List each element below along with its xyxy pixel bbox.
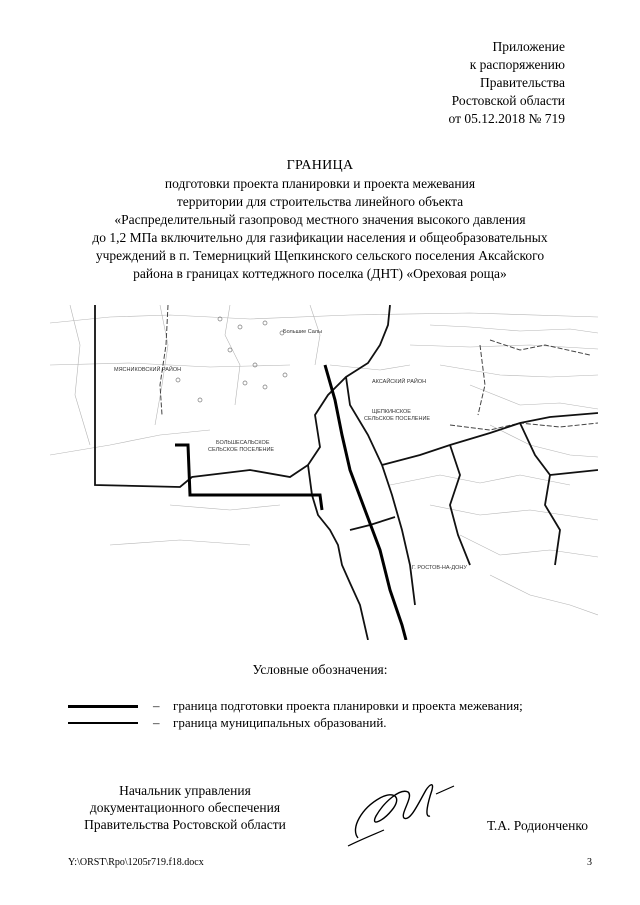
municipal-boundary-lines xyxy=(95,305,598,640)
signatory-position xyxy=(60,782,310,833)
position-line: Начальник управления xyxy=(119,783,251,798)
page-number: 3 xyxy=(587,857,592,868)
legend-text: граница муниципальных образований. xyxy=(173,715,387,730)
legend-item-project-boundary xyxy=(68,698,608,714)
appendix-line: Приложение xyxy=(492,39,565,54)
boundary-map xyxy=(50,305,598,640)
map-label-rostov: Г. РОСТОВ-НА-ДОНУ xyxy=(412,565,467,571)
title-line: территории для строительства линейного объекта xyxy=(176,194,464,209)
title-heading: ГРАНИЦА xyxy=(286,158,354,173)
appendix-line: к распоряжению xyxy=(469,57,565,72)
appendix-line: Правительства xyxy=(480,75,565,90)
map-label-shchepkinskoe: ЩЕПКИНСКОЕ xyxy=(372,409,411,415)
map-label-myasnikovsky: МЯСНИКОВСКИЙ РАЙОН xyxy=(114,367,182,373)
signatory-name: Т.А. Родионченко xyxy=(487,818,588,833)
legend-title: Условные обозначения: xyxy=(252,662,388,677)
appendix-line: от 05.12.2018 № 719 xyxy=(448,111,565,126)
position-line: документационного обеспечения xyxy=(89,800,281,815)
handwritten-signature xyxy=(340,768,460,858)
title-line: «Распределительный газопровод местного значения высокого давления xyxy=(114,212,526,227)
legend-dash: – xyxy=(153,698,160,713)
file-path: Y:\ORST\Rpo\1205r719.f18.docx xyxy=(68,857,204,868)
project-boundary-line xyxy=(175,365,406,640)
document-title xyxy=(40,157,600,283)
appendix-line: Ростовской области xyxy=(451,93,565,108)
map-label-bolshesalskoe-settlement: СЕЛЬСКОЕ ПОСЕЛЕНИЕ xyxy=(208,447,275,453)
map-label-bolshie-saly: Большие Салы xyxy=(283,329,322,335)
title-line: района в границах коттеджного поселка (ДНТ) «Ореховая роща» xyxy=(133,266,507,281)
legend-text: граница подготовки проекта планировки и проекта межевания; xyxy=(173,698,523,713)
settlement-markers xyxy=(176,317,287,402)
map-label-bolshesalskoe: БОЛЬШЕСАЛЬСКОЕ xyxy=(216,440,270,446)
legend-item-municipal-boundary xyxy=(68,715,608,731)
legend-dash: – xyxy=(153,715,160,730)
legend-medium-line-swatch xyxy=(68,722,138,724)
map-label-shchepkinskoe-settlement: СЕЛЬСКОЕ ПОСЕЛЕНИЕ xyxy=(364,416,431,422)
legend-thick-line-swatch xyxy=(68,705,138,708)
map-background-lines xyxy=(50,305,598,615)
title-line: подготовки проекта планировки и проекта межевания xyxy=(164,176,476,191)
title-line: учреждений в п. Темерницкий Щепкинского сельского поселения Аксайского xyxy=(95,248,545,263)
map-label-aksaysky: АКСАЙСКИЙ РАЙОН xyxy=(372,379,427,385)
position-line: Правительства Ростовской области xyxy=(84,817,286,832)
appendix-reference xyxy=(305,38,565,128)
title-line: до 1,2 МПа включительно для газификации населения и общеобразовательных xyxy=(92,230,548,245)
